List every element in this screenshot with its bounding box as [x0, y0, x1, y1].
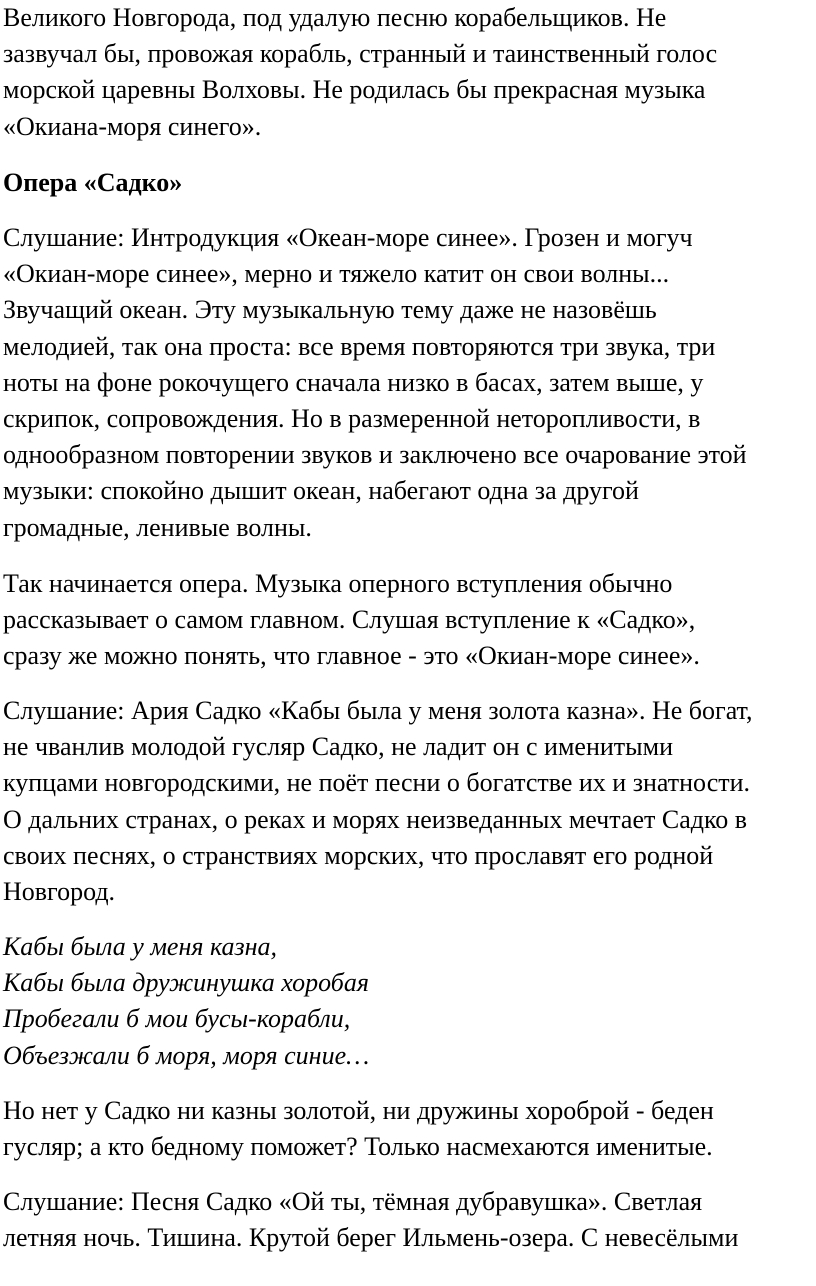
paragraph-poor-gusliar [3, 1093, 714, 1165]
poem-line: Кабы была у меня казна, [3, 932, 278, 961]
heading-line: Опера «Садко» [3, 168, 183, 197]
text-line: Слушание: Песня Садко «Ой ты, тёмная дубравушка». Светлая [3, 1187, 703, 1216]
text-line: гусляр; а кто бедному поможет? Только насмехаются именитые. [3, 1132, 713, 1162]
paragraph-aria-listening [3, 693, 752, 910]
text-line: Звучащий океан. Эту музыкальную тему даже не назовёшь [3, 295, 657, 325]
text-line: зазвучал бы, провожая корабль, странный и таинственный голос [3, 39, 718, 69]
text-line: Слушание: Ария Садко «Кабы была у меня золота казна». Не богат, [3, 696, 753, 725]
text-line: Великого Новгорода, под удалую песню корабельщиков. Не [3, 3, 667, 32]
text-line: Так начинается опера. Музыка оперного вступления обычно [3, 569, 673, 598]
paragraph-novgorod-intro [3, 0, 717, 145]
paragraph-song-listening [3, 1184, 738, 1256]
text-line: «Окиан-море синее», мерно и тяжело катит он свои волны... [3, 259, 670, 289]
poem-verse [3, 929, 369, 1074]
text-line: Слушание: Интродукция «Океан-море синее». Грозен и могуч [3, 223, 693, 252]
text-line: своих песнях, о странствиях морских, что прославят его родной [3, 840, 714, 870]
text-line: мелодией, так она проста: все время повторяются три звука, три [3, 331, 716, 361]
text-line: сразу же можно понять, что главное - это «Окиан-море синее». [3, 641, 700, 671]
text-line: купцами новгородскими, не поёт песни о богатстве их и знатности. [3, 768, 751, 798]
text-line: «Окиана-моря синего». [3, 111, 262, 141]
text-line: не чванлив молодой гусляр Садко, не ладит он с именитыми [3, 732, 673, 762]
text-line: Но нет у Садко ни казны золотой, ни дружины хороброй - беден [3, 1096, 714, 1125]
text-line: летняя ночь. Тишина. Крутой берег Ильмень-озера. С невесёлыми [3, 1223, 739, 1253]
paragraph-introduction-listening [3, 220, 747, 546]
paragraph-opera-beginning [3, 566, 700, 675]
text-line: ноты на фоне рокочущего сначала низко в басах, затем выше, у [3, 367, 704, 397]
section-heading-opera-sadko [3, 165, 182, 201]
text-line: скрипок, сопровождения. Но в размеренной неторопливости, в [3, 403, 701, 433]
text-line: музыки: спокойно дышит океан, набегают одна за другой [3, 476, 639, 506]
text-line: рассказывает о самом главном. Слушая вступление к «Садко», [3, 605, 696, 635]
text-line: Новгород. [3, 876, 116, 906]
text-line: однообразном повторении звуков и заключено все очарование этой [3, 440, 747, 470]
text-line: морской царевны Волховы. Не родилась бы прекрасная музыка [3, 75, 706, 105]
poem-line: Кабы была дружинушка хоробая [3, 968, 369, 998]
text-line: О дальних странах, о реках и морях неизведанных мечтает Садко в [3, 804, 748, 834]
poem-line: Объезжали б моря, моря синие… [3, 1040, 370, 1070]
text-line: громадные, ленивые волны. [3, 512, 312, 542]
poem-line: Пробегали б мои бусы-корабли, [3, 1004, 351, 1034]
